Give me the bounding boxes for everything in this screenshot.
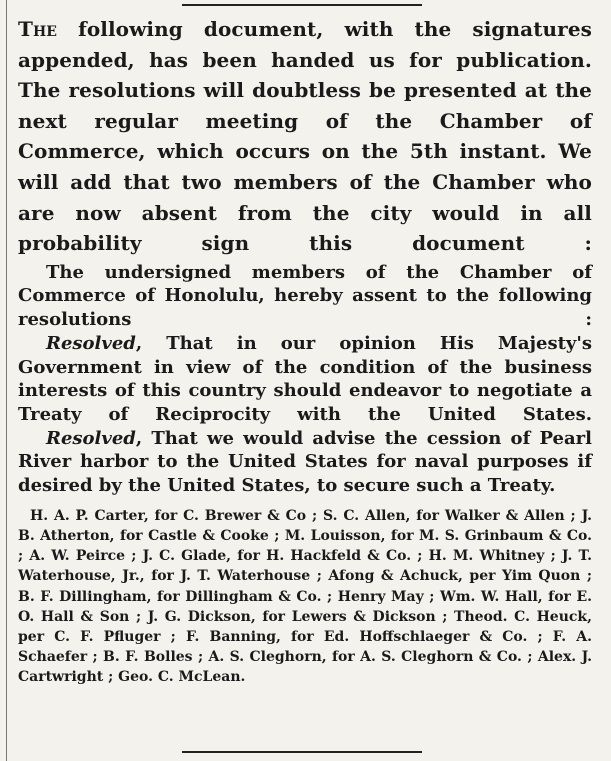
intro-body: following document, with the signatures appended, has been handed us for publication. The resolutions will doubtless be presented at the next regular meeting of the Chamber of Commerce, which occurs on the 5th instant. We will add that two members of the Chamber who are now absent from the city would in all probability sign this document : (18, 17, 592, 256)
intro-paragraph (18, 14, 592, 259)
bottom-rule (182, 751, 422, 753)
resolution-2-label: Resolved (46, 427, 136, 449)
resolution-1-text: , That in our opinion His Majesty's Government in view of the condition of the business interests of this country should endeavor to negotiate a Treaty of Reciprocity with the United States. (18, 332, 592, 425)
intro-first-word: The (18, 17, 58, 41)
resolution-1 (18, 332, 592, 427)
intro-text (18, 14, 592, 259)
resolution-2-text: , That we would advise the cession of Pearl River harbor to the United States for naval purposes if desired by the United States, to secure such a Treaty. (18, 427, 592, 497)
resolution-2 (18, 427, 592, 498)
top-rule (182, 4, 422, 6)
signatures-block (18, 506, 592, 688)
preamble-paragraph: The undersigned members of the Chamber of Commerce of Honolulu, hereby assent to the following resolutions : (18, 261, 592, 331)
resolution-1-label: Resolved (46, 332, 136, 354)
resolutions-block (18, 261, 592, 498)
column-border (6, 0, 7, 761)
article-column (18, 14, 592, 688)
signatures-list: H. A. P. Carter, for C. Brewer & Co ; S. C. Allen, for Walker & Allen ; J. B. Atherton, for Castle & Cooke ; M. Louisson, for M. S. Grinbaum & Co. ; A. W. Peirce ; J. C. Glade, for H. Hackfeld & Co. ; H. M. Whitney ; J. T. Waterhouse, Jr., for J. T. Waterhouse ; Afong & Achuck, per Yim Quon ; B. F. Dillingham, for Dillingham & Co. ; Henry May ; Wm. W. Hall, for E. O. Hall & Son ; J. G. Dickson, for Lewers & Dickson ; Theod. C. Heuck, per C. F. Pfluger ; F. Banning, for Ed. Hoffschlaeger & Co. ; F. A. Schaefer ; B. F. Bolles ; A. S. Cleghorn, for A. S. Cleghorn & Co. ; Alex. J. Cartwright ; Geo. C. McLean. (18, 507, 592, 686)
